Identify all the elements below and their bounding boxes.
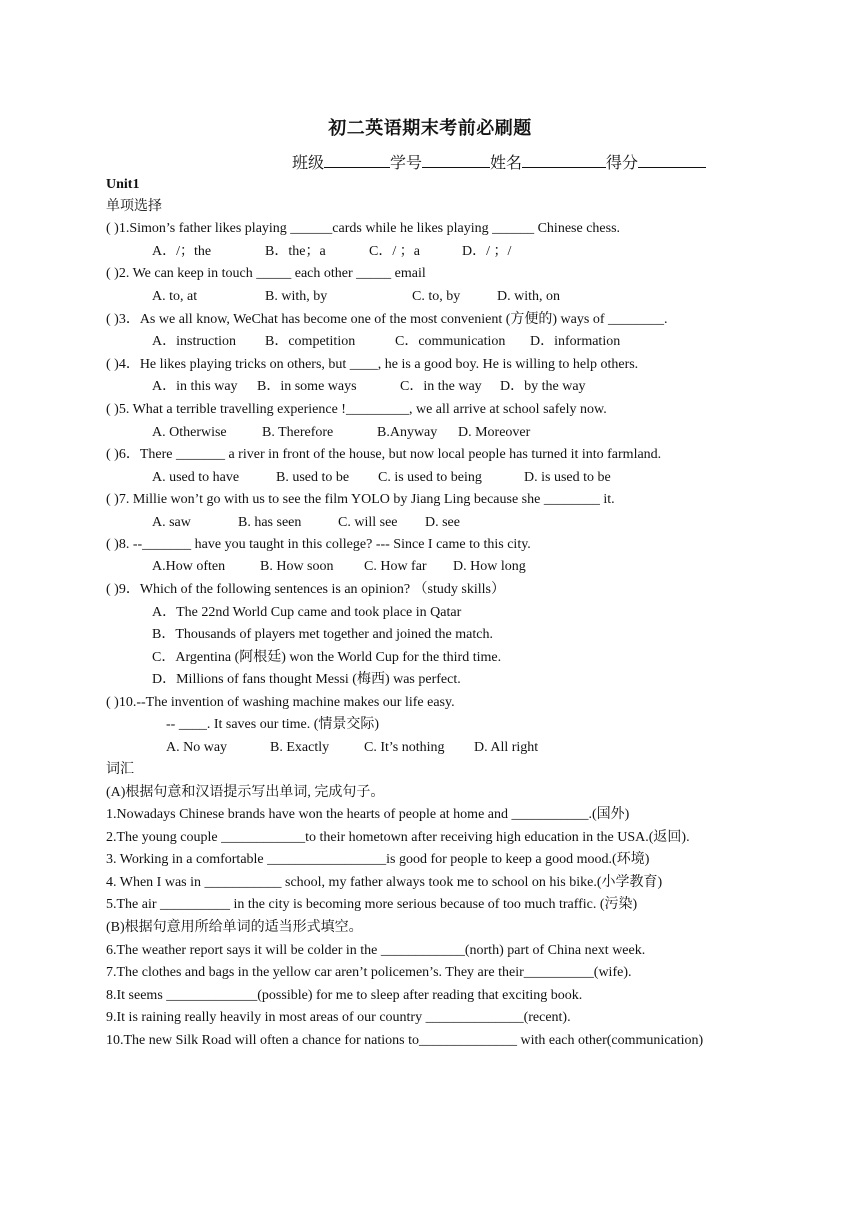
q1-option-a: A．/；the [152, 244, 212, 259]
q10-option-d: D. All right [474, 740, 539, 755]
name-label: 姓名 [490, 155, 523, 172]
name-blank[interactable] [522, 153, 606, 168]
q2-option-b: B. with, by [265, 289, 328, 304]
q3-option-c: C．communication [395, 334, 506, 349]
q5-option-a: A. Otherwise [152, 425, 227, 440]
q6-option-d: D. is used to be [524, 470, 611, 485]
q1-option-c: C．/ ；a [369, 244, 420, 259]
q5-option-c: B.Anyway [377, 425, 438, 440]
q2-option-a: A. to, at [152, 289, 198, 304]
part-a-item-4: 4. When I was in ___________ school, my father always took me to school on his bike.(小学教育) [106, 875, 663, 890]
q6-option-b: B. used to be [276, 470, 350, 485]
question-7: ( )7. Millie won’t go with us to see the film YOLO by Jiang Ling because she ________ it. [106, 492, 615, 507]
question-9: ( )9．Which of the following sentences is an opinion? （study skills） [106, 582, 505, 597]
q7-option-c: C. will see [338, 515, 398, 530]
part-a-item-5: 5.The air __________ in the city is becoming more serious because of too much traffic. (污染) [106, 897, 638, 912]
score-blank[interactable] [638, 153, 706, 168]
part-b-item-7: 7.The clothes and bags in the yellow car aren’t policemen’s. They are their__________(wife). [106, 965, 632, 980]
q10-option-a: A. No way [166, 740, 228, 755]
part-b-item-10: 10.The new Silk Road will often a chance for nations to______________ with each other(communication) [106, 1033, 704, 1048]
q4-option-c: C．in the way [400, 379, 482, 394]
student-id-blank[interactable] [422, 153, 490, 168]
q1-option-d: D．/ ；/ [462, 244, 512, 259]
q7-option-b: B. has seen [238, 515, 302, 530]
q5-option-d: D. Moreover [458, 425, 531, 440]
q6-option-c: C. is used to being [378, 470, 482, 485]
q10-reply: -- ____. It saves our time. (情景交际) [166, 717, 380, 732]
question-5: ( )5. What a terrible travelling experience !_________, we all arrive at school safely now. [106, 402, 607, 417]
q7-option-a: A. saw [152, 515, 191, 530]
q4-option-b: B．in some ways [257, 379, 357, 394]
part-b-item-6: 6.The weather report says it will be colder in the ____________(north) part of China next week. [106, 943, 646, 958]
q2-option-d: D. with, on [497, 289, 560, 304]
question-8: ( )8. --_______ have you taught in this college? --- Since I came to this city. [106, 537, 531, 552]
q3-option-b: B．competition [265, 334, 356, 349]
part-a-item-2: 2.The young couple ____________to their hometown after receiving high education in the USA.(返回). [106, 830, 690, 845]
q10-option-b: B. Exactly [270, 740, 330, 755]
q6-option-a: A. used to have [152, 470, 240, 485]
part-b-item-8: 8.It seems _____________(possible) for me to sleep after reading that exciting book. [106, 988, 583, 1003]
vocab-section-heading: 词汇 [106, 762, 134, 777]
part-b-heading: (B)根据句意用所给单词的适当形式填空。 [106, 920, 363, 935]
student-info-line [292, 150, 706, 173]
question-4: ( )4．He likes playing tricks on others, but ____, he is a good boy. He is willing to help others. [106, 357, 639, 372]
mc-section-heading: 单项选择 [106, 199, 162, 214]
q1-option-b: B．the；a [265, 244, 326, 259]
q9-option-b: B．Thousands of players met together and joined the match. [152, 627, 493, 642]
question-10: ( )10.--The invention of washing machine makes our life easy. [106, 695, 455, 710]
part-a-heading: (A)根据句意和汉语提示写出单词, 完成句子。 [106, 785, 385, 800]
question-3: ( )3．As we all know, WeChat has become one of the most convenient (方便的) ways of ________. [106, 312, 668, 327]
q8-option-b: B. How soon [260, 559, 334, 574]
q8-option-a: A.How often [152, 559, 226, 574]
q7-option-d: D. see [425, 515, 460, 530]
q8-option-d: D. How long [453, 559, 526, 574]
q4-option-d: D．by the way [500, 379, 586, 394]
q9-option-c: C．Argentina (阿根廷) won the World Cup for the third time. [152, 650, 502, 665]
q10-option-c: C. It’s nothing [364, 740, 445, 755]
q5-option-b: B. Therefore [262, 425, 334, 440]
student-id-label: 学号 [390, 155, 423, 172]
q3-option-a: A．instruction [152, 334, 236, 349]
page-title: 初二英语期末考前必刷题 [328, 118, 532, 138]
q3-option-d: D．information [530, 334, 621, 349]
class-label: 班级 [292, 155, 325, 172]
part-a-item-3: 3. Working in a comfortable _________________is good for people to keep a good mood.(环境) [106, 852, 650, 867]
part-b-item-9: 9.It is raining really heavily in most areas of our country ______________(recent). [106, 1010, 571, 1025]
class-blank[interactable] [324, 153, 390, 168]
question-6: ( )6．There _______ a river in front of the house, but now local people has turned it into farmland. [106, 447, 662, 462]
q2-option-c: C. to, by [412, 289, 461, 304]
q8-option-c: C. How far [364, 559, 427, 574]
unit-heading: Unit1 [106, 177, 140, 192]
part-a-item-1: 1.Nowadays Chinese brands have won the hearts of people at home and ___________.(国外) [106, 807, 630, 822]
q4-option-a: A．in this way [152, 379, 238, 394]
score-label: 得分 [606, 155, 639, 172]
question-2: ( )2. We can keep in touch _____ each other _____ email [106, 266, 426, 281]
q9-option-d: D．Millions of fans thought Messi (梅西) was perfect. [152, 672, 461, 687]
question-1: ( )1.Simon’s father likes playing ______cards while he likes playing ______ Chinese chess. [106, 221, 621, 236]
q9-option-a: A．The 22nd World Cup came and took place in Qatar [152, 605, 462, 620]
